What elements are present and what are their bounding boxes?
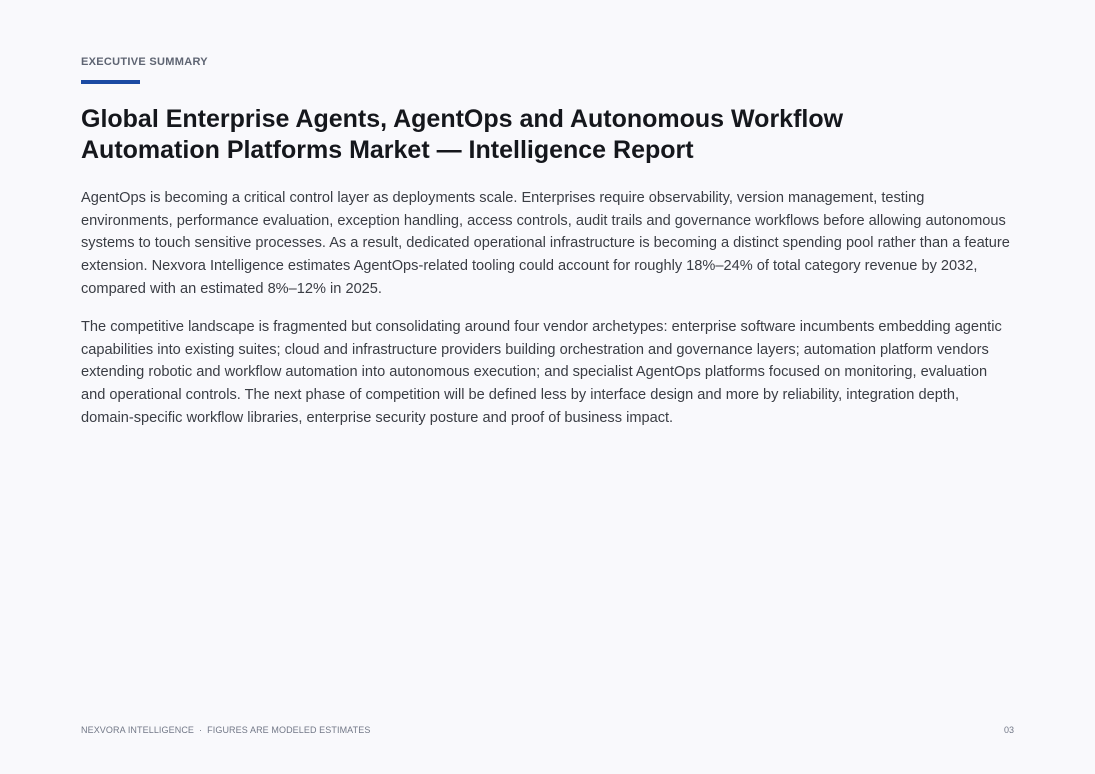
footer-credit — [81, 725, 370, 735]
summary-paragraph-1: AgentOps is becoming a critical control layer as deployments scale. Enterprises require observability, version management, testing environments, performance evaluation, exception handling, access controls, audit trails and governance workflows before allowing autonomous systems to touch sensitive processes. As a result, dedicated operational infrastructure is becoming a distinct spending pool rather than a feature extension. Nexvora Intelligence estimates AgentOps-related tooling could account for roughly 18%–24% of total category revenue by 2032, compared with an estimated 8%–12% in 2025. — [81, 190, 1010, 297]
accent-rule — [81, 80, 140, 84]
report-page — [81, 0, 1014, 774]
footer-note: FIGURES ARE MODELED ESTIMATES — [207, 725, 371, 735]
title-line-1: Global Enterprise Agents, AgentOps and Autonomous Workflow — [81, 105, 844, 133]
footer-separator: · — [199, 725, 203, 735]
title-line-2: Automation Platforms Market — Intelligence Report — [81, 136, 694, 164]
summary-paragraph-2: The competitive landscape is fragmented but consolidating around four vendor archetypes: enterprise software incumbents embedding agentic capabilities into existing suites; cloud and infrastructure providers building orchestration and governance layers; automation platform vendors extending robotic and workflow automation into autonomous execution; and specialist AgentOps platforms focused on monitoring, evaluation and operational controls. The next phase of competition will be defined less by interface design and more by reliability, integration depth, domain-specific workflow libraries, enterprise security posture and proof of business impact. — [81, 319, 1002, 426]
page-title — [81, 104, 1014, 166]
page-number: 03 — [1003, 725, 1014, 735]
section-label: EXECUTIVE SUMMARY — [81, 56, 208, 68]
footer-publisher: NEXVORA INTELLIGENCE — [81, 725, 195, 735]
